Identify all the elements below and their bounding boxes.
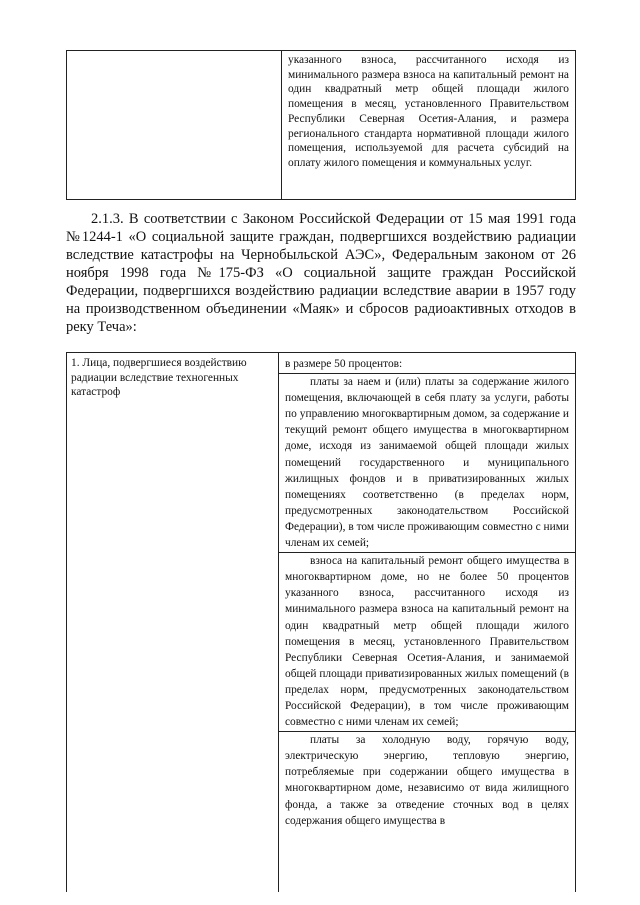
table-left-cell-empty bbox=[67, 51, 282, 199]
benefit-paragraph-rent: платы за наем и (или) платы за содержание жилого помещения, включающей в себя плату за услуги, работы по управлению многоквартирным домом, за содержание и текущий ремонт общего имущества в многоквартирном доме, исходя из занимаемой общей площади жилых помещений государственного и муниципального жилищных фондов и в приватизированных жилых помещениях соответственно (в пределах норм, предусмотренных законодательством Российской Федерации), в том числе проживающим совместно с ними членам их семей; bbox=[285, 376, 569, 550]
benefit-cell bbox=[279, 353, 575, 892]
category-cell bbox=[67, 353, 279, 892]
benefit-intro: в размере 50 процентов: bbox=[285, 358, 403, 370]
cell-text: указанного взноса, рассчитанного исходя из минимального размера взноса на капитальный ремонт на один квадратный метр общей площади жилого помещения в месяц, установленного Правительством Республики Северная Осетия-Алания, и размера регионального стандарта нормативной площади жилого помещения, используемой для расчета субсидий на оплату жилого помещения и коммунальных услуг. bbox=[288, 54, 569, 169]
benefit-paragraph-utilities: платы за холодную воду, горячую воду, электрическую энергию, тепловую энергию, потребляемые при содержании общего имущества в многоквартирном доме, независимо от вида жилищного фонда, а также за отведение сточных вод в целях содержания общего имущества в bbox=[285, 734, 569, 827]
table-right-cell bbox=[282, 51, 575, 199]
table-continuation bbox=[66, 50, 576, 200]
paragraph-text: 2.1.3. В соответствии с Законом Российской Федерации от 15 мая 1991 года №1244-1 «О социальной защите граждан, подвергшихся воздействию радиации вследствие катастрофы на Чернобыльской АЭС», Федеральным законом от 26 ноября 1998 года №175-ФЗ «О социальной защите граждан Российской Федерации, подвергшихся воздействию радиации вследствие аварии в 1957 году на производственном объединении «Маяк» и сбросов радиоактивных отходов в реку Теча»: bbox=[66, 211, 576, 335]
category-text: 1. Лица, подвергшиеся воздействию радиации вследствие техногенных катастроф bbox=[71, 357, 247, 399]
benefit-paragraph-capital-repair: взноса на капитальный ремонт общего имущества в многоквартирном доме, но не более 50 процентов указанного взноса, рассчитанного исходя из минимального размера взноса на капитальный ремонт на один квадратный метр общей площади жилого помещения в месяц, установленного Правительством Республики Северная Осетия-Алания, и занимаемой общей площади приватизированных жилых помещений (в пределах норм, предусмотренных законодательством Российской Федерации), в том числе проживающим совместно с ними членам их семей; bbox=[285, 555, 569, 729]
section-paragraph bbox=[66, 210, 576, 336]
benefits-table bbox=[66, 352, 576, 892]
